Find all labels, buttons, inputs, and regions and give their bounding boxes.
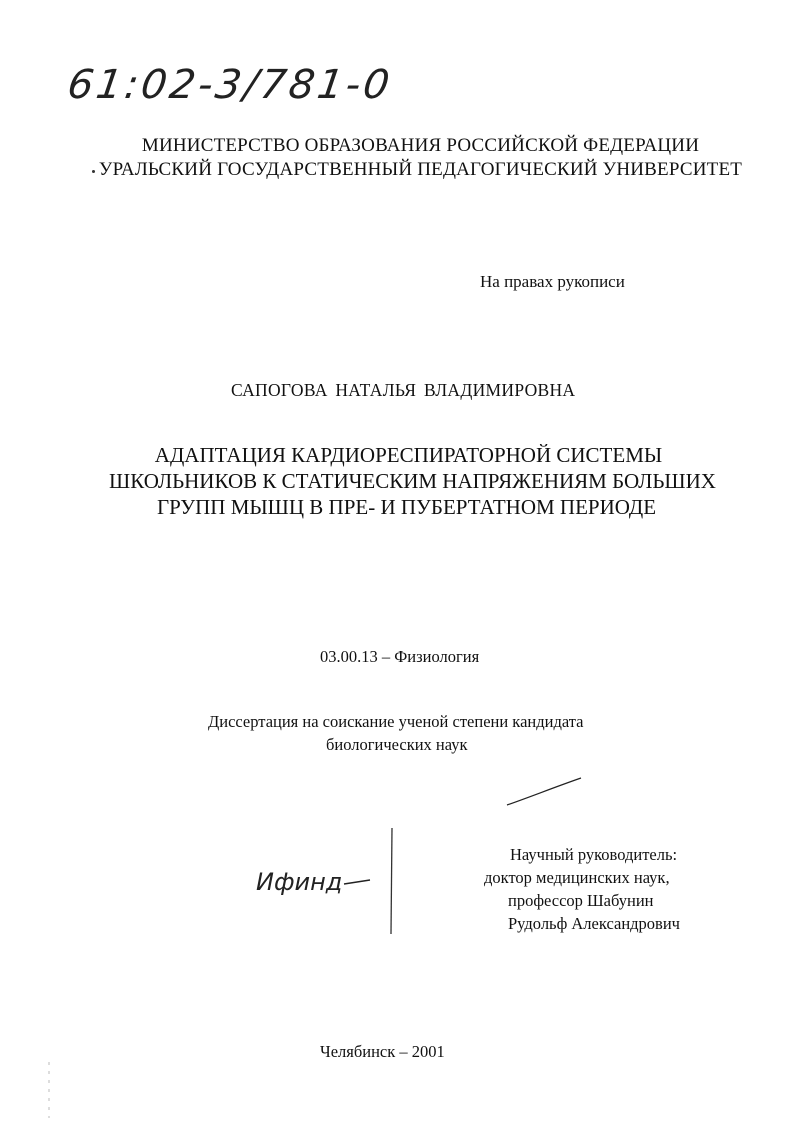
signature-glyphs: Ифинд: [256, 868, 343, 896]
thesis-title-line-2: ШКОЛЬНИКОВ К СТАТИЧЕСКИМ НАПРЯЖЕНИЯМ БОЛЬШИХ: [109, 469, 716, 493]
scan-edge-mark: [46, 1060, 52, 1120]
dissertation-line-2: биологических наук: [326, 735, 468, 754]
supervisor-name: Рудольф Александрович: [508, 914, 680, 933]
ministry-name: МИНИСТЕРСТВО ОБРАЗОВАНИЯ РОССИЙСКОЙ ФЕДЕРАЦИИ: [141, 135, 700, 156]
city-year: Челябинск – 2001: [320, 1042, 445, 1061]
thesis-title-line-3: ГРУПП МЫШЦ В ПРЕ- И ПУБЕРТАТНОМ ПЕРИОДЕ: [156, 495, 657, 519]
pen-stroke: [505, 775, 585, 810]
vertical-pen-line: [388, 826, 396, 936]
dissertation-line-1: Диссертация на соискание ученой степени кандидата: [208, 712, 584, 731]
rights-note: На правах рукописи: [480, 272, 625, 291]
supervisor-degree: доктор медицинских наук,: [484, 868, 670, 887]
university-name: УРАЛЬСКИЙ ГОСУДАРСТВЕННЫЙ ПЕДАГОГИЧЕСКИЙ УНИВЕРСИТЕТ: [98, 159, 743, 180]
supervisor-title: профессор Шабунин: [508, 891, 654, 910]
signature: [250, 858, 380, 903]
supervisor-label: Научный руководитель:: [510, 845, 678, 864]
supervisor-block: [484, 843, 680, 935]
specialty-code: 03.00.13 – Физиология: [320, 647, 480, 666]
catalog-number: 61:02-3/781-0: [64, 62, 396, 108]
thesis-title-line-1: АДАПТАЦИЯ КАРДИОРЕСПИРАТОРНОЙ СИСТЕМЫ: [154, 443, 663, 467]
author-name: САПОГОВА НАТАЛЬЯ ВЛАДИМИРОВНА: [231, 380, 576, 400]
